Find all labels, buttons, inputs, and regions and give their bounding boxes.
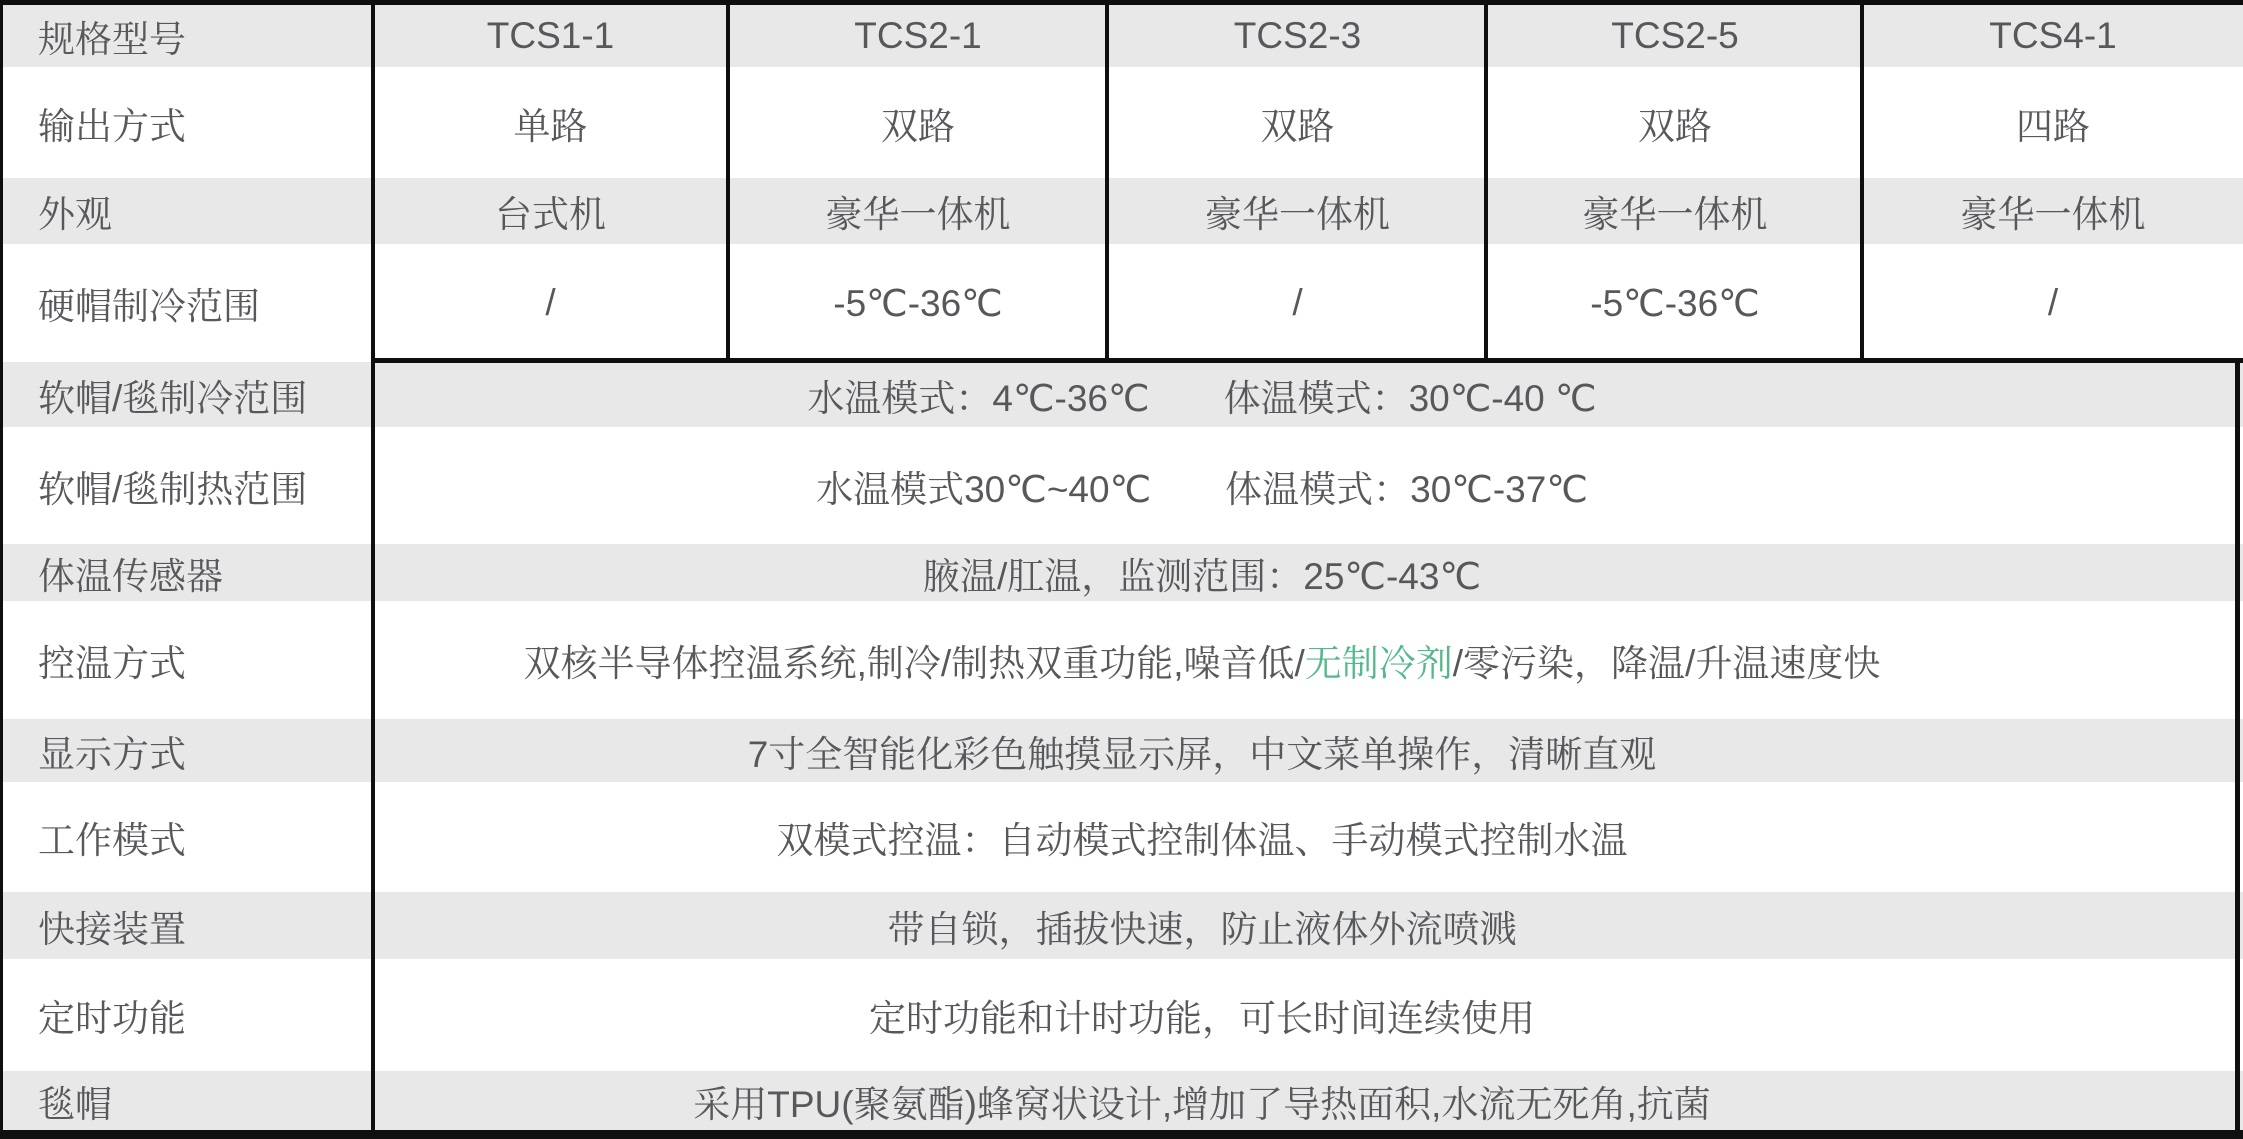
cell-value: -5℃-36℃ (833, 282, 1003, 324)
divider-col-5 (1860, 0, 1864, 362)
table-row-display-method (0, 719, 2243, 782)
border-bottom (0, 1130, 2243, 1139)
row-label: 快接装置 (38, 908, 186, 950)
divider-merged-top (371, 358, 2243, 363)
cell-value: / (545, 282, 556, 323)
table-row-temp-control (0, 601, 2243, 719)
divider-col-2 (726, 0, 730, 362)
row-label: 软帽/毯制冷范围 (38, 377, 308, 419)
table-row-hard-cap-cooling (0, 244, 2243, 362)
table-row-output-mode (0, 67, 2243, 178)
table-row-appearance (0, 178, 2243, 244)
cell-merged-value: 水温模式：4℃-36℃ 体温模式：30℃-40 ℃ (807, 377, 1597, 419)
cell-value: 台式机 (495, 194, 606, 235)
cell-value: / (2047, 282, 2059, 323)
cell-value: / (1292, 282, 1303, 323)
cell-merged-value: 7寸全智能化彩色触摸显示屏，中文菜单操作，清晰直观 (747, 733, 1657, 775)
row-label: 毯帽 (38, 1083, 112, 1125)
row-label: 外观 (38, 194, 112, 235)
cell-model-4: TCS2-5 (1611, 15, 1739, 56)
table-row-timer-function (0, 959, 2243, 1071)
cell-value: 双路 (1260, 105, 1335, 147)
row-label: 工作模式 (38, 820, 186, 861)
cell-merged-value: 水温模式30℃~40℃ 体温模式：30℃-37℃ (816, 468, 1588, 510)
row-label: 硬帽制冷范围 (38, 286, 260, 327)
cell-model-5: TCS4-1 (1989, 15, 2117, 56)
divider-col-4 (1484, 0, 1488, 362)
cell-value: 豪华一体机 (1205, 194, 1390, 235)
table-row-model (0, 5, 2243, 67)
table-row-soft-cap-cooling (0, 362, 2243, 427)
cell-value: 单路 (513, 105, 588, 147)
cell-model-3: TCS2-3 (1233, 15, 1362, 56)
table-row-quick-connector (0, 892, 2243, 959)
table-row-soft-cap-heating (0, 427, 2243, 544)
row-label: 输出方式 (38, 105, 186, 147)
row-label: 定时功能 (38, 998, 186, 1039)
cell-model-1: TCS1-1 (486, 15, 615, 56)
divider-label-column (371, 0, 375, 1139)
row-label: 规格型号 (38, 19, 186, 60)
row-label: 体温传感器 (38, 555, 223, 597)
cell-merged-value: 定时功能和计时功能，可长时间连续使用 (869, 998, 1535, 1039)
value-suffix: /零污染，降温/升温速度快 (1452, 643, 1881, 684)
cell-merged-value (373, 601, 2243, 719)
border-left (0, 0, 3, 1139)
cell-value: 双路 (881, 105, 955, 147)
cell-value: 豪华一体机 (1582, 194, 1768, 235)
border-right-merged (2235, 358, 2240, 1139)
cell-value: 豪华一体机 (1960, 194, 2146, 235)
border-top (0, 0, 2243, 5)
row-label: 软帽/毯制热范围 (38, 468, 308, 510)
cell-merged-value: 带自锁，插拔快速，防止液体外流喷溅 (887, 908, 1517, 950)
row-label: 显示方式 (38, 733, 186, 775)
cell-value: 四路 (2016, 105, 2090, 147)
cell-merged-value: 双模式控温：自动模式控制体温、手动模式控制水温 (776, 820, 1628, 861)
table-row-work-mode (0, 782, 2243, 892)
cell-merged-value: 腋温/肛温，监测范围：25℃-43℃ (922, 555, 1482, 597)
cell-merged-value: 采用TPU(聚氨酯)蜂窝状设计,增加了导热面积,水流无死角,抗菌 (693, 1083, 1711, 1125)
table-row-blanket-cap (0, 1071, 2243, 1130)
cell-value: 双路 (1638, 105, 1712, 147)
value-prefix: 双核半导体控温系统,制冷/制热双重功能,噪音低/ (523, 643, 1305, 684)
cell-model-2: TCS2-1 (854, 15, 982, 56)
table-row-body-temp-sensor (0, 544, 2243, 601)
cell-value: 豪华一体机 (825, 194, 1011, 235)
divider-col-3 (1105, 0, 1109, 362)
value-highlight-green: 无制冷剂 (1304, 643, 1453, 684)
row-label: 控温方式 (38, 643, 186, 684)
cell-value: -5℃-36℃ (1590, 282, 1760, 324)
